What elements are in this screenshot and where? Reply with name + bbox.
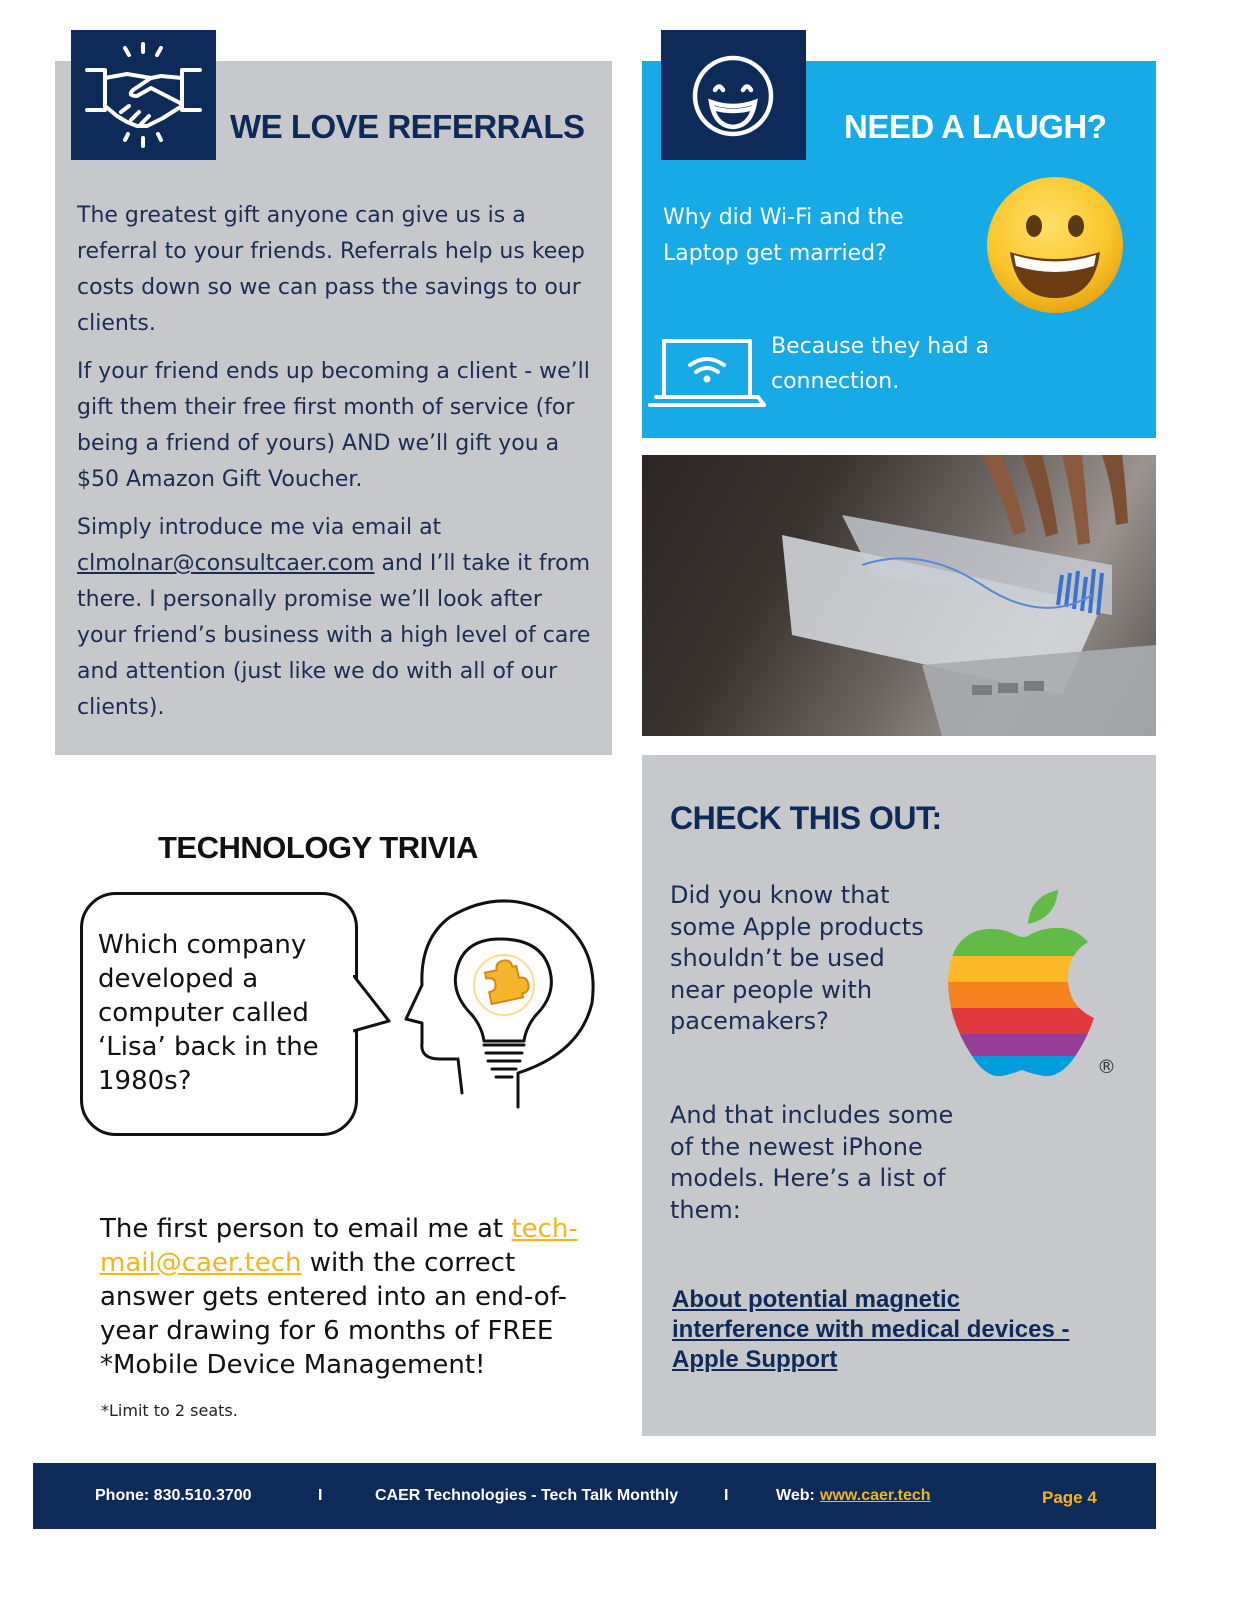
rainbow-apple-logo xyxy=(940,890,1120,1085)
footer-bar xyxy=(33,1463,1156,1529)
smile-icon xyxy=(661,30,806,160)
trivia-entry-intro: The first person to email me at xyxy=(100,1214,504,1244)
referrals-body xyxy=(77,198,597,726)
referrals-paragraph-2: If your friend ends up becoming a client - we’ll gift them their free first month of service (for being a friend of yours) AND we’ll gift you a $50 Amazon Gift Voucher. xyxy=(77,359,590,492)
footer-separator-2: I xyxy=(724,1487,729,1504)
check-paragraph-1: Did you know that some Apple products shouldn’t be used near people with pacemakers? xyxy=(670,881,924,1035)
footer-page-number: Page 4 xyxy=(1042,1488,1097,1507)
referrals-title: WE LOVE REFERRALS xyxy=(230,108,585,145)
referrals-promise-text: and I’ll take it from there. I personally promise we’ll look after your friend’s business with a high level of care and attention (just like we do with all of our clients). xyxy=(77,551,591,720)
footer-company: CAER Technologies - Tech Talk Monthly xyxy=(375,1487,679,1504)
laptop-wifi-icon xyxy=(648,335,766,413)
trivia-entry-text xyxy=(100,1212,600,1382)
laugh-answer: Because they had a connection. xyxy=(771,334,990,394)
check-paragraph-2: And that includes some of the newest iPhone models. Here’s a list of them: xyxy=(670,1101,954,1224)
footer-separator-1: I xyxy=(318,1487,323,1504)
speech-bubble-tail xyxy=(353,975,393,1045)
check-title: CHECK THIS OUT: xyxy=(670,800,942,836)
laugh-question: Why did Wi-Fi and the Laptop get married? xyxy=(663,205,904,266)
footer-web-link[interactable]: www.caer.tech xyxy=(820,1487,931,1504)
referrals-paragraph-3 xyxy=(77,510,597,726)
trivia-entry-details: with the correct answer gets entered into an end-of-year drawing for 6 months of FREE *Mobile Device Management! xyxy=(100,1248,567,1380)
referral-email-link[interactable]: clmolnar@consultcaer.com xyxy=(77,551,375,576)
laugh-icon-box xyxy=(661,30,806,160)
trivia-question: Which company developed a computer called ‘Lisa’ back in the 1980s? xyxy=(98,930,319,1096)
referrals-icon-box xyxy=(71,30,216,160)
trivia-footnote: *Limit to 2 seats. xyxy=(101,1401,238,1420)
footer-web-label: Web: xyxy=(776,1487,815,1504)
desk-photo xyxy=(642,455,1156,736)
grinning-emoji-icon xyxy=(984,174,1126,316)
referrals-paragraph-1: The greatest gift anyone can give us is a referral to your friends. Referrals help us keep costs down so we can pass the savings to our clients. xyxy=(77,203,585,336)
trivia-email-link[interactable]: tech-mail@caer.tech xyxy=(100,1214,578,1278)
trivia-title: TECHNOLOGY TRIVIA xyxy=(158,830,478,865)
laugh-title: NEED A LAUGH? xyxy=(844,108,1107,145)
handshake-icon xyxy=(71,30,216,160)
head-lightbulb-icon xyxy=(400,893,600,1113)
apple-support-link[interactable]: About potential magnetic interference with medical devices - Apple Support xyxy=(672,1286,1070,1373)
footer-phone: Phone: 830.510.3700 xyxy=(95,1487,252,1504)
registered-mark: ® xyxy=(1097,1056,1116,1078)
charts-paperwork-image xyxy=(642,455,1156,736)
referrals-intro-text: Simply introduce me via email at xyxy=(77,515,442,540)
